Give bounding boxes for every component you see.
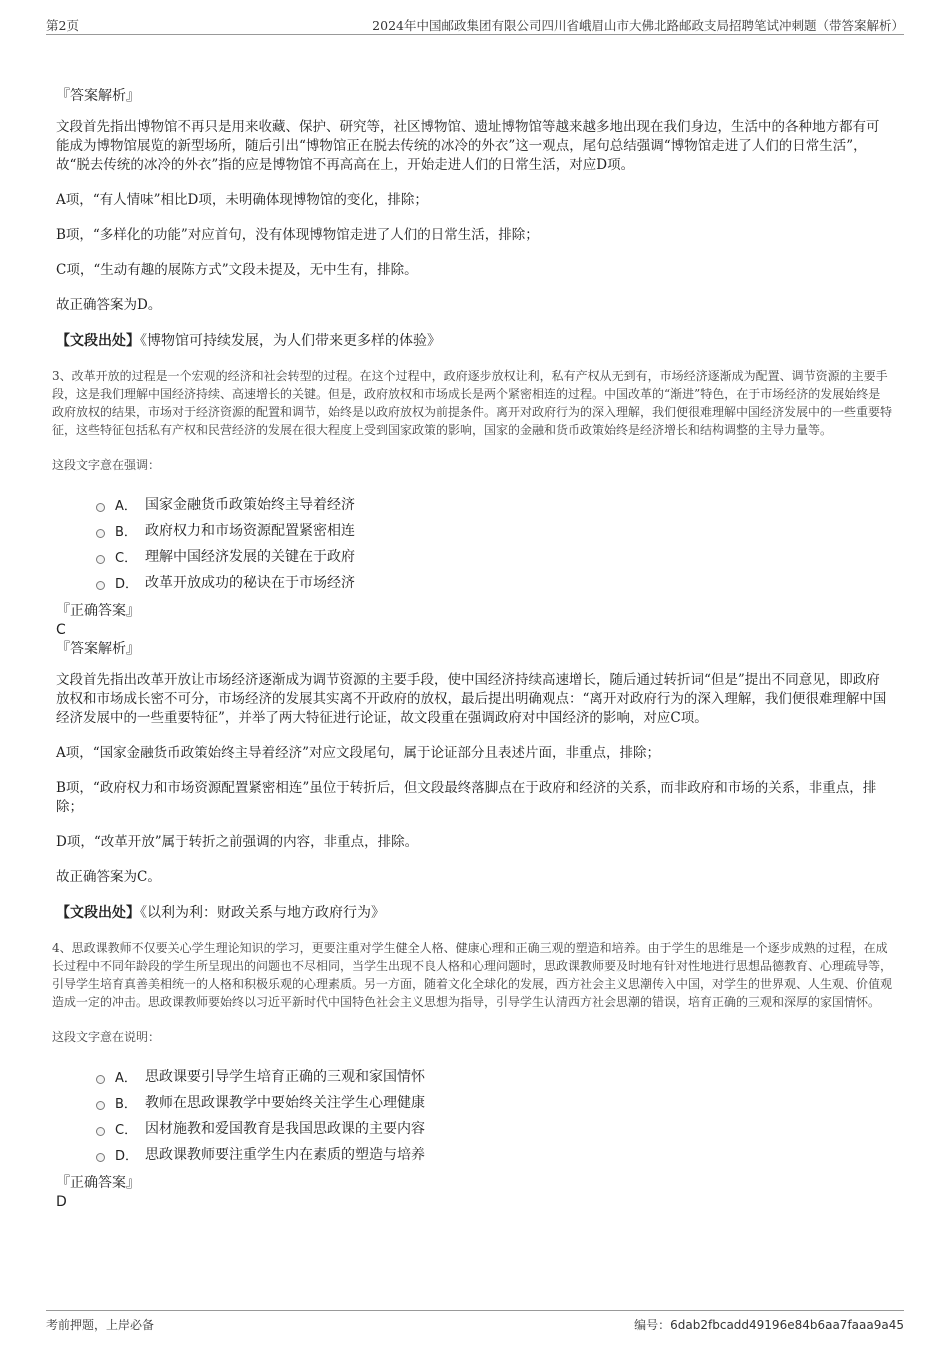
q4-answer-tag: 『正确答案』 <box>56 1175 140 1191</box>
radio-icon[interactable] <box>96 581 105 590</box>
q4-stem: 这段文字意在说明： <box>52 1030 161 1044</box>
radio-icon[interactable] <box>96 1075 105 1084</box>
q3-source-text: 《以利为利：财政关系与地方政府行为》 <box>140 905 385 921</box>
q3-answer-tag: 『正确答案』 <box>56 603 140 619</box>
q4-options <box>96 1063 892 1167</box>
q3-option-c[interactable]: C． 理解中国经济发展的关键在于政府 <box>96 543 892 569</box>
q2-conclusion: 故正确答案为D。 <box>56 297 162 313</box>
footer-code-label: 编号： <box>634 1318 671 1332</box>
radio-icon[interactable] <box>96 555 105 564</box>
page-content <box>52 86 893 1211</box>
q3-source <box>56 903 892 923</box>
q3-answer: C <box>56 622 66 638</box>
footer-code-value: 6dab2fbcadd49196e84b6aa7faaa9a45 <box>670 1318 904 1332</box>
q2-source-text: 《博物馆可持续发展，为人们带来更多样的体验》 <box>140 333 441 349</box>
radio-icon[interactable] <box>96 1101 105 1110</box>
footer-code <box>634 1316 904 1333</box>
q3-stem: 这段文字意在强调： <box>52 458 161 472</box>
page-footer <box>46 1310 904 1335</box>
q2-analysis-tag: 『答案解析』 <box>56 88 140 104</box>
q3-analysis-item-d: D项，“改革开放”属于转折之前强调的内容，非重点，排除。 <box>56 834 419 850</box>
q4-option-b[interactable]: B． 教师在思政课教学中要始终关注学生心理健康 <box>96 1089 892 1115</box>
q3-option-b[interactable]: B． 政府权力和市场资源配置紧密相连 <box>96 517 892 543</box>
q2-analysis-item-a: A项，“有人情味”相比D项，未明确体现博物馆的变化，排除； <box>56 192 428 208</box>
q3-option-d[interactable]: D． 改革开放成功的秘诀在于市场经济 <box>96 569 892 595</box>
q2-analysis-item-c: C项，“生动有趣的展陈方式”文段未提及，无中生有，排除。 <box>56 262 418 278</box>
footer-slogan: 考前押题，上岸必备 <box>46 1318 155 1332</box>
radio-icon[interactable] <box>96 1153 105 1162</box>
q2-analysis-main: 文段首先指出博物馆不再只是用来收藏、保护、研究等，社区博物馆、遗址博物馆等越来越多地出现在我们身边，生活中的各种地方都有可能成为博物馆展览的新型场所，随后引出“博物馆正在脱去传统的冰冷的外衣”这一观点，尾句总结强调“博物馆走进了人们的日常生活”，故“脱去传统的冰冷的外衣”指的应是博物馆不再高高在上，开始走进人们的日常生活，对应D项。 <box>56 119 880 173</box>
q3-option-a[interactable]: A． 国家金融货币政策始终主导着经济 <box>96 491 892 517</box>
q3-analysis-main: 文段首先指出改革开放让市场经济逐渐成为调节资源的主要手段，使中国经济持续高速增长，随后通过转折词“但是”提出不同意见，即政府放权和市场成长密不可分，市场经济的发展其实离不开政府的放权，最后提出明确观点：“离开对政府行为的深入理解，我们便很难理解中国经济发展中的一些重要特征”，并举了两大特征进行论证，故文段重在强调政府对中国经济的影响，对应C项。 <box>56 672 887 726</box>
q3-analysis-item-b: B项，“政府权力和市场资源配置紧密相连”虽位于转折后，但文段最终落脚点在于政府和经济的关系，而非政府和市场的关系，非重点，排除； <box>56 780 877 815</box>
q4-option-a[interactable]: A． 思政课要引导学生培育正确的三观和家国情怀 <box>96 1063 892 1089</box>
q3-analysis-item-a: A项，“国家金融货币政策始终主导着经济”对应文段尾句，属于论证部分且表述片面，非重点，排除； <box>56 745 661 761</box>
page-header <box>46 14 904 35</box>
q4-option-c[interactable]: C． 因材施教和爱国教育是我国思政课的主要内容 <box>96 1115 892 1141</box>
q2-source-label: 【文段出处】 <box>56 333 140 349</box>
document-title: 2024年中国邮政集团有限公司四川省峨眉山市大佛北路邮政支局招聘笔试冲刺题（带答案解析） <box>372 18 904 33</box>
q4-passage: 4、思政课教师不仅要关心学生理论知识的学习，更要注重对学生健全人格、健康心理和正确三观的塑造和培养。由于学生的思维是一个逐步成熟的过程，在成长过程中不同年龄段的学生所呈现出的问题也不尽相同，当学生出现不良人格和心理问题时，思政课教师要及时地有针对性地进行思想品德教育、心理疏导等，引导学生培育真善美相统一的人格和积极乐观的心理素质。另一方面，随着文化全球化的发展，西方社会主义思潮传入中国，对学生的世界观、人生观、价值观造成一定的冲击。思政课教师要始终以习近平新时代中国特色社会主义思想为指导，引导学生认清西方社会思潮的错误，培育正确的三观和深厚的家国情怀。 <box>52 941 893 1009</box>
radio-icon[interactable] <box>96 503 105 512</box>
q3-passage: 3、改革开放的过程是一个宏观的经济和社会转型的过程。在这个过程中，政府逐步放权让利，私有产权从无到有，市场经济逐渐成为配置、调节资源的主要手段，这是我们理解中国经济持续、高速增长的关键。但是，政府放权和市场成长是两个紧密相连的过程。中国改革的“渐进”特色，在于市场经济的发展始终是政府放权的结果，市场对于经济资源的配置和调节，始终是以政府放权为前提条件。离开对政府行为的深入理解，我们便很难理解中国经济发展中的一些重要特征，这些特征包括私有产权和民营经济的发展在很大程度上受到国家政策的影响，国家的金融和货币政策始终是经济增长和结构调整的主导力量等。 <box>52 369 893 437</box>
q3-source-label: 【文段出处】 <box>56 905 140 921</box>
q4-option-d[interactable]: D． 思政课教师要注重学生内在素质的塑造与培养 <box>96 1141 892 1167</box>
q3-analysis-tag: 『答案解析』 <box>56 641 140 657</box>
radio-icon[interactable] <box>96 529 105 538</box>
radio-icon[interactable] <box>96 1127 105 1136</box>
q3-options <box>96 491 892 595</box>
page-number: 第2页 <box>46 18 79 33</box>
q3-conclusion: 故正确答案为C。 <box>56 869 161 885</box>
q2-source <box>56 331 892 351</box>
q4-answer: D <box>56 1194 67 1210</box>
q2-analysis-item-b: B项，“多样化的功能”对应首句，没有体现博物馆走进了人们的日常生活，排除； <box>56 227 539 243</box>
